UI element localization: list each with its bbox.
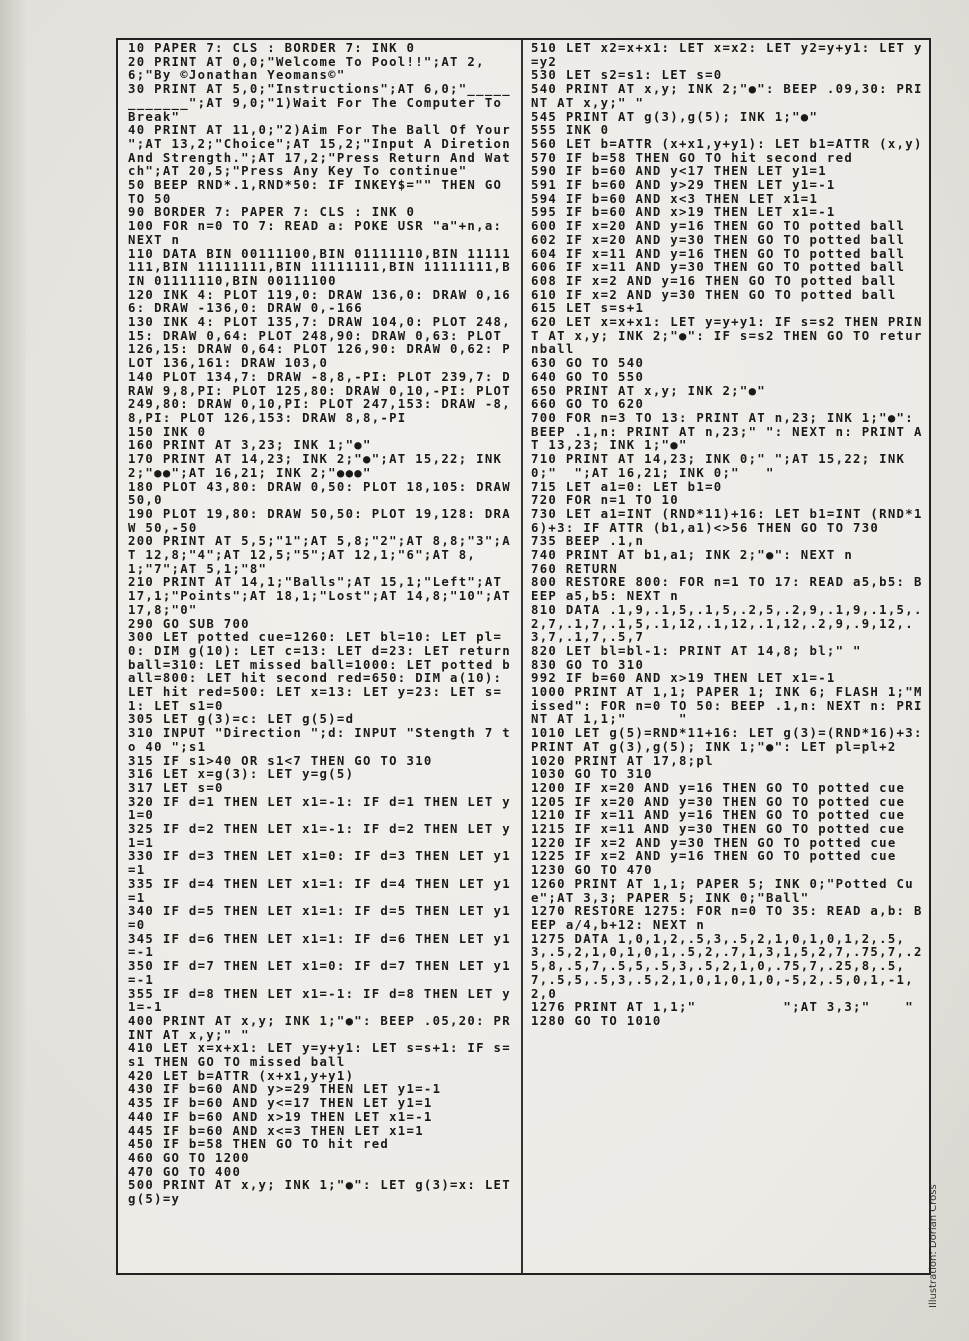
program-listing-box <box>116 38 931 1275</box>
column-divider <box>521 40 523 1273</box>
listing-right-column: 510 LET x2=x+x1: LET x=x2: LET y2=y+y1: LET y=y2 530 LET s2=s1: LET s=0 540 PRINT AT x,y; INK 2;"●": BEEP .09,30: PRINT AT x,y;" " 545 PRINT AT g(3),g(5); INK 1;"●" 555 INK 0 560 LET b=ATTR (x+x1,y+y1): LET b1=ATTR (x,y) 570 IF b=58 THEN GO TO hit second red 590 IF b=60 AND y<17 THEN LET y1=1 591 IF b=60 AND y>29 THEN LET y1=-1 594 IF b=60 AND x<3 THEN LET x1=1 595 IF b=60 AND x>19 THEN LET x1=-1 600 IF x=20 AND y=16 THEN GO TO potted ball 602 IF x=20 AND y=30 THEN GO TO potted ball 604 IF x=11 AND y=16 THEN GO TO potted ball 606 IF x=11 AND y=30 THEN GO TO potted ball 608 IF x=2 AND y=16 THEN GO TO potted ball 610 IF x=2 AND y=30 THEN GO TO potted ball 615 LET s=s+1 620 LET x=x+x1: LET y=y+y1: IF s=s2 THEN PRINT AT x,y; INK 2;"●": IF s=s2 THEN GO TO returnball 630 GO TO 540 640 GO TO 550 650 PRINT AT x,y; INK 2;"●" 660 GO TO 620 700 FOR n=3 TO 13: PRINT AT n,23; INK 1;"●": BEEP .1,n: PRINT AT n,23;" ": NEXT n: PRINT AT 13,23; INK 1;"●" 710 PRINT AT 14,23; INK 0;" ";AT 15,22; INK 0;" ";AT 16,21; INK 0;" " 715 LET a1=0: LET b1=0 720 FOR n=1 TO 10 730 LET a1=INT (RND*11)+16: LET b1=INT (RND*16)+3: IF ATTR (b1,a1)<>56 THEN GO TO 730 735 BEEP .1,n 740 PRINT AT b1,a1; INK 2;"●": NEXT n 760 RETURN 800 RESTORE 800: FOR n=1 TO 17: READ a5,b5: BEEP a5,b5: NEXT n 810 DATA .1,9,.1,5,.1,5,.2,5,.2,9,.1,9,.1,5,.2,7,.1,7,.1,5,.1,12,.1,12,.1,12,.2,9,.9,12,.3,7,.1,7,.5,7 820 LET bl=bl-1: PRINT AT 14,8; bl;" " 830 GO TO 310 992 IF b=60 AND x>19 THEN LET x1=-1 1000 PRINT AT 1,1; PAPER 1; INK 6; FLASH 1;"Missed": FOR n=0 TO 50: BEEP .1,n: NEXT n: PRINT AT 1,1;" " 1010 LET g(5)=RND*11+16: LET g(3)=(RND*16)+3: PRINT AT g(3),g(5); INK 1;"●": LET pl=pl+2 1020 PRINT AT 17,8;pl 1030 GO TO 310 1200 IF x=20 AND y=16 THEN GO TO potted cue 1205 IF x=20 AND y=30 THEN GO TO potted cue 1210 IF x=11 AND y=16 THEN GO TO potted cue 1215 IF x=11 AND y=30 THEN GO TO potted cue 1220 IF x=2 AND y=30 THEN GO TO potted cue 1225 IF x=2 AND y=16 THEN GO TO potted cue 1230 GO TO 470 1260 PRINT AT 1,1; PAPER 5; INK 0;"Potted Cue";AT 3,3; PAPER 5; INK 0;"Ball" 1270 RESTORE 1275: FOR n=0 TO 35: READ a,b: BEEP a/4,b+12: NEXT n 1275 DATA 1,0,1,2,.5,3,.5,2,1,0,1,0,1,2,.5,3,.5,2,1,0,1,0,1,.5,2,.7,1,3,1,5,2,7,.75,7,.25,8,.5,7,.5,5,.5,3,.5,2,1,0,.75,7,.25,8,.5,7,.5,5,.5,3,.5,2,1,0,1,0,1,0,-5,2,.5,0,1,-1,2,0 1276 PRINT AT 1,1;" ";AT 3,3;" " 1280 GO TO 1010 <box>531 41 923 1028</box>
illustration-credit: Illustration: Dorian Cross <box>928 1184 939 1308</box>
page-binding-shadow <box>0 0 26 1341</box>
listing-left-column: 10 PAPER 7: CLS : BORDER 7: INK 0 20 PRINT AT 0,0;"Welcome To Pool!!";AT 2,6;"By ©Jonathan Yeomans©" 30 PRINT AT 5,0;"Instructions";AT 6,0;"____________";AT 9,0;"1)Wait For The Computer To Break" 40 PRINT AT 11,0;"2)Aim For The Ball Of Your ";AT 13,2;"Choice";AT 15,2;"Input A Diretion And Strength.";AT 17,2;"Press Return And Watch";AT 20,5;"Press Any Key To continue" 50 BEEP RND*.1,RND*50: IF INKEY$="" THEN GO TO 50 90 BORDER 7: PAPER 7: CLS : INK 0 100 FOR n=0 TO 7: READ a: POKE USR "a"+n,a: NEXT n 110 DATA BIN 00111100,BIN 01111110,BIN 11111111,BIN 11111111,BIN 11111111,BIN 11111111,BIN 01111110,BIN 00111100 120 INK 4: PLOT 119,0: DRAW 136,0: DRAW 0,166: DRAW -136,0: DRAW 0,-166 130 INK 4: PLOT 135,7: DRAW 104,0: PLOT 248,15: DRAW 0,64: PLOT 248,90: DRAW 0,63: PLOT 126,15: DRAW 0,64: PLOT 126,90: DRAW 0,62: PLOT 136,161: DRAW 103,0 140 PLOT 134,7: DRAW -8,8,-PI: PLOT 239,7: DRAW 9,8,PI: PLOT 125,80: DRAW 0,10,-PI: PLOT 249,80: DRAW 0,10,PI: PLOT 247,153: DRAW -8,8,PI: PLOT 126,153: DRAW 8,8,-PI 150 INK 0 160 PRINT AT 3,23; INK 1;"●" 170 PRINT AT 14,23; INK 2;"●";AT 15,22; INK 2;"●●";AT 16,21; INK 2;"●●●" 180 PLOT 43,80: DRAW 0,50: PLOT 18,105: DRAW 50,0 190 PLOT 19,80: DRAW 50,50: PLOT 19,128: DRAW 50,-50 200 PRINT AT 5,5;"1";AT 5,8;"2";AT 8,8;"3";AT 12,8;"4";AT 12,5;"5";AT 12,1;"6";AT 8,1;"7";AT 5,1;"8" 210 PRINT AT 14,1;"Balls";AT 15,1;"Left";AT 17,1;"Points";AT 18,1;"Lost";AT 14,8;"10";AT 17,8;"0" 290 GO SUB 700 300 LET potted cue=1260: LET bl=10: LET pl=0: DIM g(10): LET c=13: LET d=23: LET returnball=310: LET missed ball=1000: LET potted ball=800: LET hit second red=650: DIM a(10): LET hit red=500: LET x=13: LET y=23: LET s=1: LET s1=0 305 LET g(3)=c: LET g(5)=d 310 INPUT "Direction ";d: INPUT "Stength 7 to 40 ";s1 315 IF s1>40 OR s1<7 THEN GO TO 310 316 LET x=g(3): LET y=g(5) 317 LET s=0 320 IF d=1 THEN LET x1=-1: IF d=1 THEN LET y1=0 325 IF d=2 THEN LET x1=-1: IF d=2 THEN LET y1=1 330 IF d=3 THEN LET x1=0: IF d=3 THEN LET y1=1 335 IF d=4 THEN LET x1=1: IF d=4 THEN LET y1=1 340 IF d=5 THEN LET x1=1: IF d=5 THEN LET y1=0 345 IF d=6 THEN LET x1=1: IF d=6 THEN LET y1=-1 350 IF d=7 THEN LET x1=0: IF d=7 THEN LET y1=-1 355 IF d=8 THEN LET x1=-1: IF d=8 THEN LET y1=-1 400 PRINT AT x,y; INK 1;"●": BEEP .05,20: PRINT AT x,y;" " 410 LET x=x+x1: LET y=y+y1: LET s=s+1: IF s=s1 THEN GO TO missed ball 420 LET b=ATTR (x+x1,y+y1) 430 IF b=60 AND y>=29 THEN LET y1=-1 435 IF b=60 AND y<=17 THEN LET y1=1 440 IF b=60 AND x>19 THEN LET x1=-1 445 IF b=60 AND x<=3 THEN LET x1=1 450 IF b=58 THEN GO TO hit red 460 GO TO 1200 470 GO TO 400 500 PRINT AT x,y; INK 1;"●": LET g(3)=x: LET g(5)=y <box>128 41 511 1207</box>
